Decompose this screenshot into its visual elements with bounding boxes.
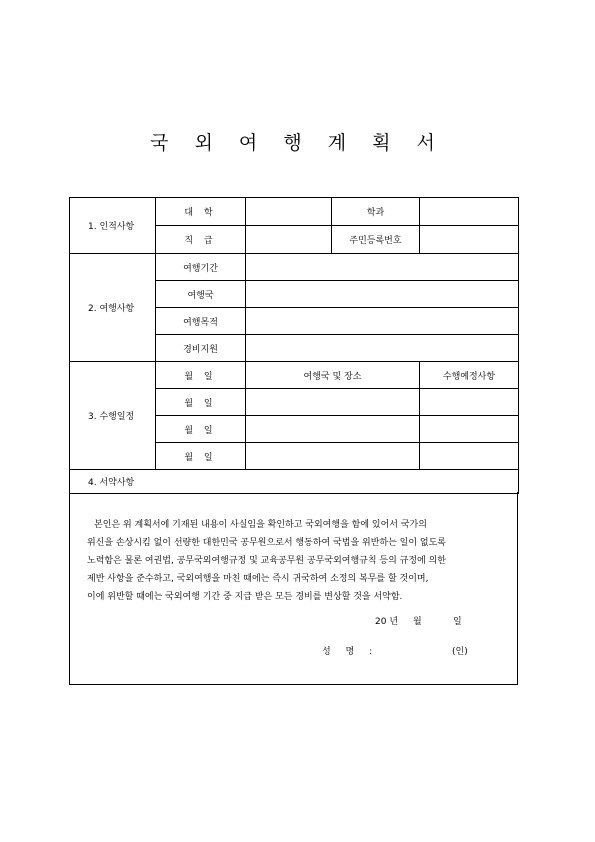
schedule-date-header: 월 일	[156, 362, 246, 389]
schedule-task-field[interactable]	[420, 389, 519, 416]
planned-tasks-header: 수행예정사항	[420, 362, 519, 389]
university-field[interactable]	[246, 198, 332, 226]
pledge-text: 본인은 위 계획서에 기재된 내용이 사실임을 확인하고 국외여행을 함에 있어서 국가의 위신을 손상시킴 없이 선량한 대한민국 공무원으로서 행동하여 국법을 위반하는 일이 없도록 노력함은 물론 여권법, 공무국외여행규정 및 교육공무원 공무국외여행규칙 등의 규정에 의한 제반 사항을 준수하고, 국외여행을 마친 때에는 즉시 귀국하여 소정의 복무를 할 것이며, 이에 위반할 때에는 국외여행 기간 중 지급 받은 모든 경비를 변상할 것을 서약함.	[87, 520, 446, 602]
position-field[interactable]	[246, 226, 332, 254]
schedule-place-field[interactable]	[246, 416, 420, 443]
date-day: 일	[453, 617, 462, 627]
schedule-task-field[interactable]	[420, 416, 519, 443]
resident-number-field[interactable]	[420, 226, 519, 254]
expense-support-label: 경비지원	[156, 335, 246, 362]
section-travel-label: 2. 여행사항	[70, 254, 156, 362]
travel-country-field[interactable]	[246, 281, 519, 308]
schedule-date-label: 월 일	[156, 443, 246, 470]
expense-support-field[interactable]	[246, 335, 519, 362]
country-place-header: 여행국 및 장소	[246, 362, 420, 389]
signature-label: 성 명 :	[322, 647, 379, 657]
travel-period-label: 여행기간	[156, 254, 246, 281]
travel-purpose-label: 여행목적	[156, 308, 246, 335]
university-label: 대 학	[156, 198, 246, 226]
pledge-box	[69, 492, 518, 685]
schedule-date-label: 월 일	[156, 416, 246, 443]
travel-purpose-field[interactable]	[246, 308, 519, 335]
schedule-place-field[interactable]	[246, 443, 420, 470]
section-personal-label: 1. 인적사항	[70, 198, 156, 254]
department-field[interactable]	[420, 198, 519, 226]
schedule-place-field[interactable]	[246, 389, 420, 416]
travel-plan-form	[69, 197, 519, 494]
date-year: 20 년	[375, 617, 399, 627]
schedule-task-field[interactable]	[420, 443, 519, 470]
schedule-date-label: 월 일	[156, 389, 246, 416]
signature-line	[322, 644, 468, 657]
seal-label: (인)	[452, 647, 468, 657]
resident-number-label: 주민등록번호	[332, 226, 420, 254]
document-title: 국 외 여 행 계 획 서	[150, 132, 445, 154]
section-schedule-label: 3. 수행일정	[70, 362, 156, 470]
section-pledge-label: 4. 서약사항	[70, 470, 519, 494]
pledge-date	[375, 614, 475, 627]
position-label: 직 급	[156, 226, 246, 254]
travel-country-label: 여행국	[156, 281, 246, 308]
date-month: 월	[413, 617, 422, 627]
travel-period-field[interactable]	[246, 254, 519, 281]
department-label: 학과	[332, 198, 420, 226]
